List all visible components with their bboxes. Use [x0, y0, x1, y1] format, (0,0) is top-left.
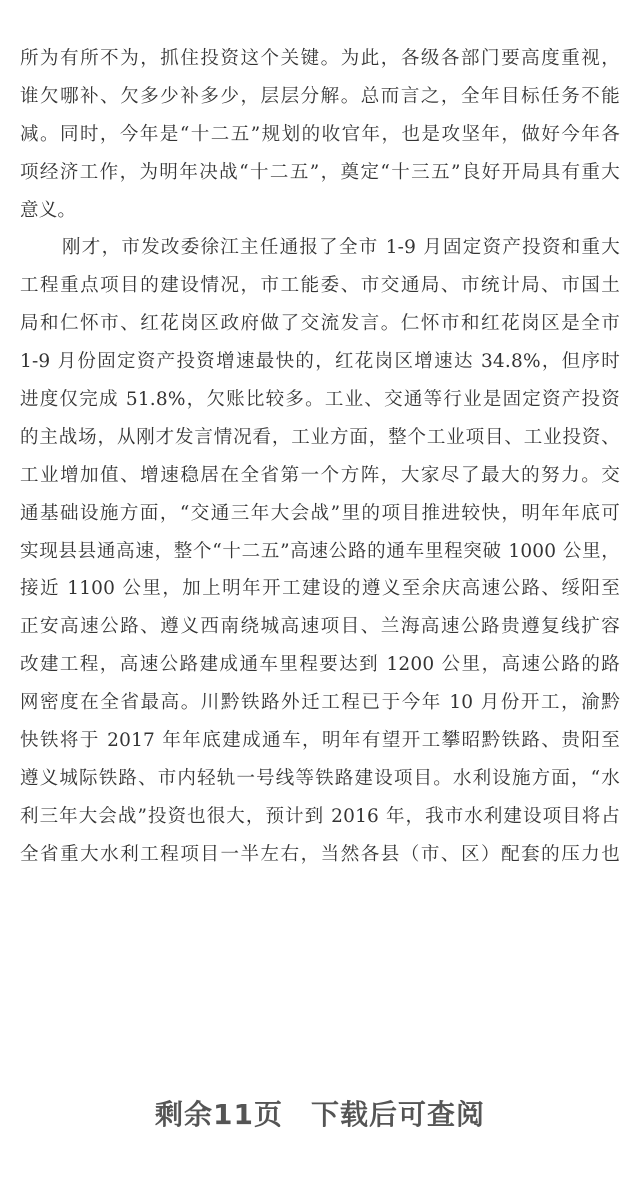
remaining-pages-label: 剩余11页	[155, 1098, 283, 1131]
text-line: 正安高速公路、遵义西南绕城高速项目、兰海高速公路贵遵复线扩容	[20, 616, 620, 638]
text-line: 网密度在全省最高。川黔铁路外迁工程已于今年 10 月份开工，渝黔	[20, 692, 620, 714]
text-line: 的主战场，从刚才发言情况看，工业方面，整个工业项目、工业投资、	[20, 426, 620, 448]
text-line: 工程重点项目的建设情况，市工能委、市交通局、市统计局、市国土	[20, 275, 620, 297]
text-line: 快铁将于 2017 年年底建成通车，明年有望开工攀昭黔铁路、贵阳至	[20, 730, 620, 752]
text-line: 谁欠哪补、欠多少补多少，层层分解。总而言之，全年目标任务不能	[20, 85, 620, 107]
text-line: 通基础设施方面，“交通三年大会战”里的项目推进较快，明年年底可	[20, 502, 620, 524]
document-body	[20, 40, 620, 874]
text-line: 意义。	[20, 199, 77, 221]
text-line: 工业增加值、增速稳居在全省第一个方阵，大家尽了最大的努力。交	[20, 464, 620, 486]
text-line: 所为有所不为，抓住投资这个关键。为此，各级各部门要高度重视，	[20, 48, 620, 69]
text-line: 改建工程，高速公路建成通车里程要达到 1200 公里，高速公路的路	[20, 654, 620, 676]
text-line: 接近 1100 公里，加上明年开工建设的遵义至余庆高速公路、绥阳至	[20, 578, 620, 600]
text-line: 遵义城际铁路、市内轻轨一号线等铁路建设项目。水利设施方面，“水	[20, 767, 620, 789]
text-line: 全省重大水利工程项目一半左右，当然各县（市、区）配套的压力也	[20, 843, 620, 865]
remaining-pages-banner[interactable]	[0, 1093, 640, 1133]
paragraph-2	[20, 229, 620, 873]
text-line: 1-9 月份固定资产投资增速最快的，红花岗区增速达 34.8%，但序时	[20, 351, 620, 373]
text-line: 刚才，市发改委徐江主任通报了全市 1-9 月固定资产投资和重大	[62, 237, 620, 259]
text-line: 进度仅完成 51.8%，欠账比较多。工业、交通等行业是固定资产投资	[20, 389, 620, 411]
paragraph-1	[20, 40, 620, 229]
text-line: 实现县县通高速，整个“十二五”高速公路的通车里程突破 1000 公里，	[20, 540, 620, 562]
text-line: 项经济工作，为明年决战“十二五”，奠定“十三五”良好开局具有重大	[20, 161, 620, 183]
text-line: 局和仁怀市、红花岗区政府做了交流发言。仁怀市和红花岗区是全市	[20, 313, 620, 335]
text-line: 减。同时，今年是“十二五”规划的收官年，也是攻坚年，做好今年各	[20, 123, 620, 145]
download-hint-label: 下载后可查阅	[310, 1098, 485, 1131]
text-line: 利三年大会战”投资也很大，预计到 2016 年，我市水利建设项目将占	[20, 805, 620, 827]
